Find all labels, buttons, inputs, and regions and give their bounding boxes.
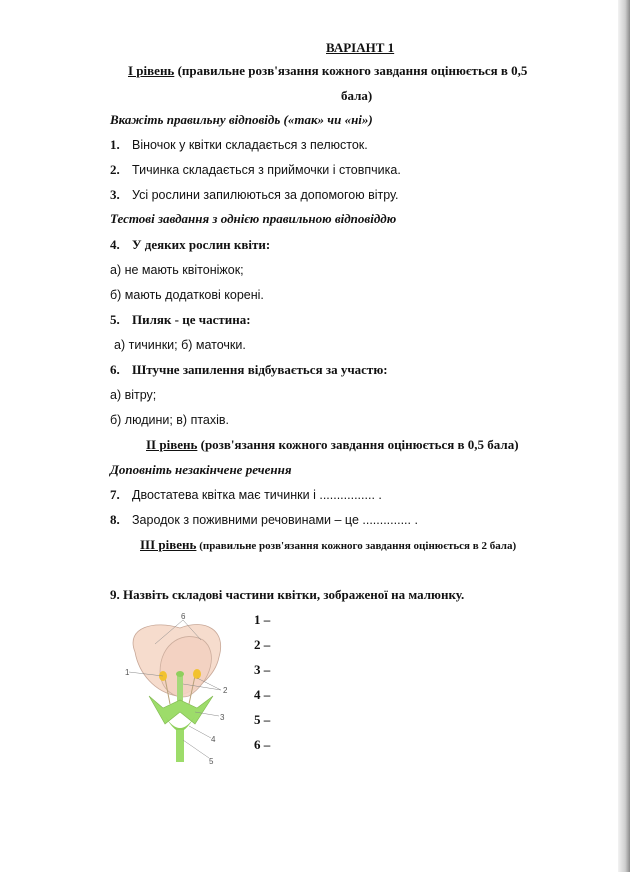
question-text: Штучне запилення відбувається за участю: [132, 362, 388, 377]
stigma [176, 671, 184, 677]
question-3 [110, 187, 399, 203]
level2-instruction: Доповніть незакінчене речення [110, 462, 292, 477]
level3-label: ІІІ рівень [140, 537, 197, 552]
question-number: 7. [110, 487, 120, 502]
figure-label-4: 4 [211, 735, 216, 744]
question-text: У деяких рослин квіти: [132, 237, 271, 252]
answer-line-6: 6 – [254, 737, 271, 752]
question-6 [110, 362, 388, 378]
level1-label: І рівень [128, 63, 175, 78]
question-text: Віночок у квітки складається з пелюсток. [132, 138, 368, 152]
option-4a: а) не мають квітоніжок; [110, 263, 244, 277]
answer-line-3: 3 – [254, 662, 271, 677]
figure-label-5: 5 [209, 757, 214, 766]
answer-line-1: 1 – [254, 612, 271, 627]
question-2 [110, 162, 401, 178]
level2-label: ІІ рівень [146, 437, 198, 452]
question-text: Усі рослини запилюються за допомогою вітру. [132, 188, 399, 202]
pistil-style [177, 674, 183, 702]
question-text: Тичинка складається з приймочки і стовпчика. [132, 163, 401, 177]
question-number: 3. [110, 187, 120, 202]
level3-description: (правильне розв'язання кожного завдання оцінюється в 2 бала) [196, 540, 517, 552]
option-4b: б) мають додаткові корені. [110, 288, 264, 302]
question-7 [110, 487, 382, 503]
figure-label-6: 6 [181, 612, 186, 621]
answer-line-4: 4 – [254, 687, 271, 702]
question-number: 4. [110, 237, 120, 252]
option-6bc: б) людини; в) птахів. [110, 413, 230, 427]
level2-heading [146, 437, 519, 453]
figure-label-3: 3 [220, 713, 225, 722]
figure-label-1: 1 [125, 668, 130, 677]
level2-description: (розв'язання кожного завдання оцінюється в 0,5 бала) [197, 437, 519, 452]
page-edge-shadow [618, 0, 630, 872]
option-6a: а) вітру; [110, 388, 157, 402]
tests-instruction: Тестові завдання з однією правильною відповіддю [110, 211, 397, 226]
question-text: Двостатева квітка має тичинки і ................ . [132, 488, 382, 502]
level1-description: (правильне розв'язання кожного завдання оцінюється в 0,5 [174, 63, 528, 78]
options-5: а) тичинки; б) маточки. [114, 338, 246, 352]
question-text: Пиляк - це частина: [132, 312, 251, 327]
question-number: 5. [110, 312, 120, 327]
flower-stem [176, 730, 184, 762]
sepals [149, 696, 213, 724]
question-number: 8. [110, 512, 120, 527]
answer-line-2: 2 – [254, 637, 271, 652]
question-5 [110, 312, 251, 328]
question-1 [110, 137, 368, 153]
question-8 [110, 512, 418, 528]
yes-no-instruction: Вкажіть правильну відповідь («так» чи «ні») [110, 112, 373, 127]
question-9: 9. Назвіть складові частини квітки, зображеної на малюнку. [110, 587, 465, 602]
level3-heading [140, 537, 516, 554]
question-number: 1. [110, 137, 120, 152]
question-4 [110, 237, 270, 253]
variant-title: ВАРІАНТ 1 [326, 40, 395, 55]
level1-heading [128, 63, 527, 79]
question-text: Зародок з поживними речовинами – це .............. . [132, 513, 418, 527]
level1-description-cont: бала) [341, 88, 373, 103]
figure-label-2: 2 [223, 686, 228, 695]
question-number: 2. [110, 162, 120, 177]
answer-line-5: 5 – [254, 712, 271, 727]
question-number: 6. [110, 362, 120, 377]
anther-right [193, 669, 201, 679]
flower-figure [115, 612, 245, 772]
